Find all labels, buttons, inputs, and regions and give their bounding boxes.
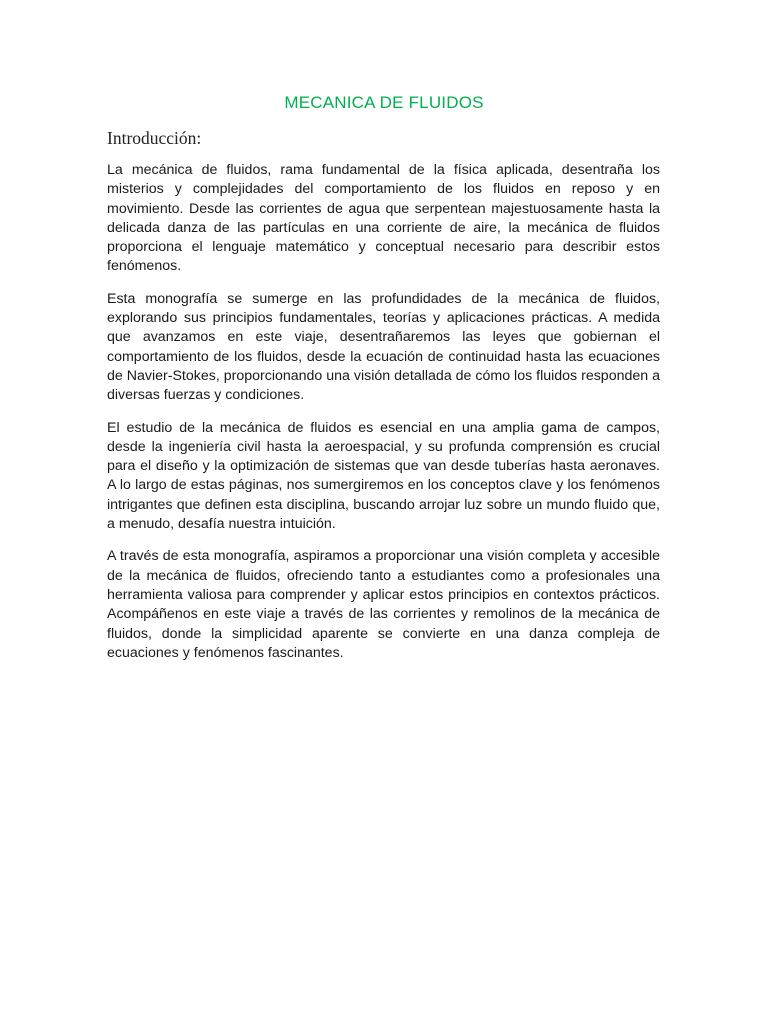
paragraph-2: Esta monografía se sumerge en las profundidades de la mecánica de fluidos, explorando sus principios fundamentales, teorías y aplicaciones prácticas. A medida que avanzamos en este viaje, desentrañaremos las leyes que gobiernan el comportamiento de los fluidos, desde la ecuación de continuidad hasta las ecuaciones de Navier-Stokes, proporcionando una visión detallada de cómo los fluidos responden a diversas fuerzas y condiciones. xyxy=(107,290,660,404)
document-title: MECANICA DE FLUIDOS xyxy=(284,93,484,112)
document-body xyxy=(107,161,660,676)
section-heading: Introducción: xyxy=(107,128,202,148)
paragraph-1: La mecánica de fluidos, rama fundamental de la física aplicada, desentraña los misterios y complejidades del comportamiento de los fluidos en reposo y en movimiento. Desde las corrientes de agua que serpentean majestuosamente hasta la delicada danza de las partículas en una corriente de aire, la mecánica de fluidos proporciona el lenguaje matemático y conceptual necesario para describir estos fenómenos. xyxy=(107,162,660,275)
paragraph-4: A través de esta monografía, aspiramos a proporcionar una visión completa y accesible de la mecánica de fluidos, ofreciendo tanto a estudiantes como a profesionales una herramienta valiosa para comprender y aplicar estos principios en contextos prácticos. Acompáñenos en este viaje a través de las corrientes y remolinos de la mecánica de fluidos, donde la simplicidad aparente se convierte en una danza compleja de ecuaciones y fenómenos fascinantes. xyxy=(107,548,660,661)
paragraph-3: El estudio de la mecánica de fluidos es esencial en una amplia gama de campos, desde la ingeniería civil hasta la aeroespacial, y su profunda comprensión es crucial para el diseño y la optimización de sistemas que van desde tuberías hasta aeronaves. A lo largo de estas páginas, nos sumergiremos en los conceptos clave y los fenómenos intrigantes que definen esta disciplina, buscando arrojar luz sobre un mundo fluido que, a menudo, desafía nuestra intuición. xyxy=(107,419,660,533)
